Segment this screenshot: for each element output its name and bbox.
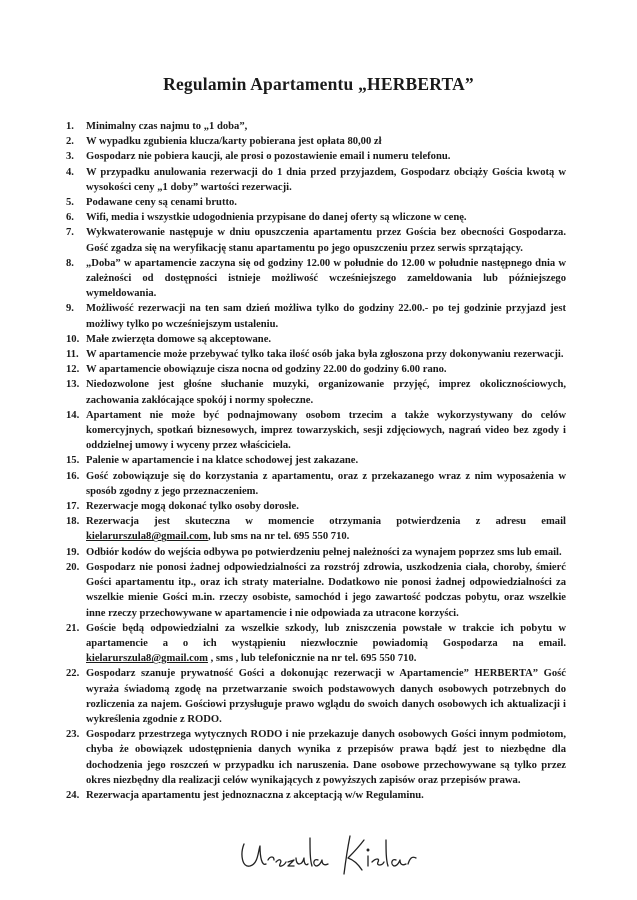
rule-text bbox=[86, 210, 566, 225]
rule-text-main: Rezerwacja apartamentu jest jednoznaczna z akceptacją w/w Regulaminu. bbox=[86, 789, 424, 801]
rule-text bbox=[86, 119, 566, 134]
rule-item bbox=[66, 666, 566, 727]
rule-text bbox=[86, 149, 566, 164]
rule-text bbox=[86, 469, 566, 499]
rule-item bbox=[66, 469, 566, 499]
rule-item bbox=[66, 195, 566, 210]
rule-number: 21. bbox=[66, 622, 80, 634]
rule-number: 4. bbox=[66, 166, 74, 178]
rule-text bbox=[86, 560, 566, 621]
rule-number: 23. bbox=[66, 729, 80, 741]
rule-text-main: Wifi, media i wszystkie udogodnienia przypisane do danej oferty są wliczone w cenę. bbox=[86, 212, 467, 224]
rule-number: 3. bbox=[66, 151, 74, 163]
rule-number: 19. bbox=[66, 546, 80, 558]
rule-number: 7. bbox=[66, 227, 74, 239]
rule-number: 8. bbox=[66, 257, 74, 269]
rule-text-main: Niedozwolone jest głośne słuchanie muzyki, organizowanie przyjęć, imprez okolicznościowych, zachowania zakłócające spokój i normy społeczne. bbox=[86, 379, 566, 406]
rule-text bbox=[86, 408, 566, 454]
rule-item bbox=[66, 499, 566, 514]
rule-text-main: Rezerwacja jest skuteczna w momencie otrzymania potwierdzenia z adresu email bbox=[86, 516, 566, 528]
rule-text bbox=[86, 727, 566, 788]
rule-item bbox=[66, 545, 566, 560]
rule-text bbox=[86, 666, 566, 727]
rule-number: 15. bbox=[66, 455, 80, 467]
rule-item bbox=[66, 377, 566, 407]
rule-text-after: , lub sms na nr tel. 695 550 710. bbox=[207, 531, 350, 543]
rule-number: 16. bbox=[66, 470, 80, 482]
rule-number: 1. bbox=[66, 121, 74, 132]
rule-text-main: Rezerwacje mogą dokonać tylko osoby dorosłe. bbox=[86, 501, 299, 513]
rule-item bbox=[66, 301, 566, 331]
rule-text bbox=[86, 545, 566, 560]
rule-text bbox=[86, 165, 566, 195]
rule-number: 14. bbox=[66, 409, 80, 421]
rule-text bbox=[86, 377, 566, 407]
rule-text bbox=[86, 514, 566, 544]
rule-item bbox=[66, 119, 566, 134]
rule-item bbox=[66, 332, 566, 347]
rule-text-after: , sms , lub telefonicznie na nr tel. 695 550 710. bbox=[207, 653, 417, 665]
rule-number: 5. bbox=[66, 197, 74, 209]
rule-number: 6. bbox=[66, 212, 74, 224]
signature-image bbox=[236, 826, 436, 882]
rule-text-main: W przypadku anulowania rezerwacji do 1 dnia przed przyjazdem, Gospodarz obciąży Gościa kwotą w wysokości ceny „1 doby” wartości rezerwacji. bbox=[86, 166, 566, 193]
email-link[interactable]: kielarurszula8@gmail.com bbox=[86, 531, 208, 543]
rule-text-main: W apartamencie obowiązuje cisza nocna od godziny 22.00 do godziny 6.00 rano. bbox=[86, 364, 447, 376]
rule-text-main: W apartamencie może przebywać tylko taka ilość osób jaka była zgłoszona przy dokonywaniu rezerwacji. bbox=[86, 349, 564, 361]
rule-item bbox=[66, 727, 566, 788]
rule-number: 18. bbox=[66, 516, 80, 528]
rule-number: 12. bbox=[66, 364, 80, 376]
rule-text-main: W wypadku zgubienia klucza/karty pobierana jest opłata 80,00 zł bbox=[86, 136, 382, 148]
rule-text bbox=[86, 134, 566, 149]
rule-item bbox=[66, 347, 566, 362]
rule-text-main: Gospodarz szanuje prywatność Gości a dokonując rezerwacji w Apartamencie” HERBERTA” Gość wyraża świadomą zgodę na przetwarzanie swoich podstawowych danych osobowych potrzebnych do rozliczenia za najem. Gościowi przysługuje prawo wglądu do swoich danych osobowych ich aktualizacji i wykreślenia zgodnie z RODO. bbox=[86, 668, 566, 725]
rule-text-main: Gospodarz przestrzega wytycznych RODO i nie przekazuje danych osobowych Gości innym podmiotom, chyba że obowiązek udostępnienia danych wynika z przepisów prawa bądź jest to niezbędne dla dochodzenia jego roszczeń w przypadku ich naruszenia. Dane osobowe przechowywane są tylko przez okres niezbędny dla realizacji celów wynikających z powyższych zapisów oraz przepisów prawa. bbox=[86, 729, 566, 786]
rule-item bbox=[66, 225, 566, 255]
rule-number: 17. bbox=[66, 501, 80, 513]
rule-item bbox=[66, 453, 566, 468]
rule-text-main: Podawane ceny są cenami brutto. bbox=[86, 197, 237, 209]
rule-number: 10. bbox=[66, 333, 80, 345]
document-title: Regulamin Apartamentu „HERBERTA” bbox=[163, 74, 474, 94]
rule-text bbox=[86, 225, 566, 255]
rule-number: 22. bbox=[66, 668, 80, 680]
rule-text-main: „Doba” w apartamencie zaczyna się od godziny 12.00 w południe do 12.00 w południe następnego dnia w zależności od dostępności istnieje możliwość wcześniejszego zameldowania lub późniejszego wymeldowania. bbox=[86, 257, 566, 300]
rule-text-main: Małe zwierzęta domowe są akceptowane. bbox=[86, 333, 272, 345]
rule-number: 20. bbox=[66, 561, 80, 573]
rule-item bbox=[66, 788, 566, 803]
rule-text bbox=[86, 256, 566, 302]
rule-text bbox=[86, 621, 566, 667]
rule-text-main: Palenie w apartamencie i na klatce schodowej jest zakazane. bbox=[86, 455, 359, 467]
rule-text-main: Gospodarz nie ponosi żadnej odpowiedzialności za rozstrój zdrowia, uszkodzenia ciała, choroby, śmierć Gości apartamentu itp., oraz ich straty materialne. Dodatkowo nie ponosi żadnej odpowiedzialności za wszelkie mienie Gości m.in. rzeczy osobiste, samochód i jego zawartość podczas pobytu, oraz wszelkie inne rzeczy przechowywane w apartamencie i nie odpowiada za utracone korzyści. bbox=[86, 561, 566, 619]
rule-text bbox=[86, 499, 566, 514]
rule-number: 13. bbox=[66, 379, 80, 391]
rule-text-main: Apartament nie może być podnajmowany osobom trzecim a także wykorzystywany do celów komercyjnych, spotkań biznesowych, imprez towarzyskich, sesji zdjęciowych, nagrań video bez zgody i oddzielnej umowy i wyceny przez właściciela. bbox=[86, 409, 566, 452]
rule-item bbox=[66, 165, 566, 195]
rule-text-main: Wykwaterowanie następuje w dniu opuszczenia apartamentu przez Gościa bez obecności Gospodarza. Gość zgadza się na weryfikację stanu apartamentu po jego opuszczeniu przez serwis sprzątający. bbox=[86, 227, 566, 254]
email-link[interactable]: kielarurszula8@gmail.com bbox=[86, 653, 208, 665]
rules-list bbox=[66, 119, 566, 803]
rule-text-main: Minimalny czas najmu to „1 doba”, bbox=[86, 121, 248, 132]
rule-item bbox=[66, 256, 566, 302]
rule-number: 11. bbox=[66, 349, 79, 361]
rule-item bbox=[66, 514, 566, 544]
rule-text bbox=[86, 195, 566, 210]
rule-text-main: Gość zobowiązuje się do korzystania z apartamentu, oraz z przekazanego wraz z nim wyposażenia w sposób zgodny z jego przeznaczeniem. bbox=[86, 470, 566, 497]
rule-item bbox=[66, 621, 566, 667]
rule-item bbox=[66, 362, 566, 377]
rule-text-main: Możliwość rezerwacji na ten sam dzień możliwa tylko do godziny 22.00.- po tej godzinie przyjazd jest możliwy tylko po wcześniejszym ustaleniu. bbox=[86, 303, 566, 330]
rule-text bbox=[86, 453, 566, 468]
rule-text-main: Odbiór kodów do wejścia odbywa po potwierdzeniu pełnej należności za wynajem poprzez sms lub email. bbox=[86, 546, 562, 558]
rule-text-main: Goście będą odpowiedzialni za wszelkie szkody, lub zniszczenia powstałe w trakcie ich pobytu w apartamencie a o ich wystąpieniu niezwłocznie powiadomią Gospodarza na email. bbox=[86, 622, 566, 649]
rule-text bbox=[86, 362, 566, 377]
rule-item bbox=[66, 134, 566, 149]
rule-item bbox=[66, 560, 566, 621]
rule-text bbox=[86, 788, 566, 803]
rule-text bbox=[86, 332, 566, 347]
rule-number: 24. bbox=[66, 789, 80, 801]
rule-text-main: Gospodarz nie pobiera kaucji, ale prosi o pozostawienie email i numeru telefonu. bbox=[86, 151, 451, 163]
rule-item bbox=[66, 210, 566, 225]
rule-item bbox=[66, 408, 566, 454]
rule-text bbox=[86, 347, 566, 362]
rule-number: 2. bbox=[66, 136, 74, 148]
rule-text bbox=[86, 301, 566, 331]
rule-item bbox=[66, 149, 566, 164]
rule-number: 9. bbox=[66, 303, 74, 315]
